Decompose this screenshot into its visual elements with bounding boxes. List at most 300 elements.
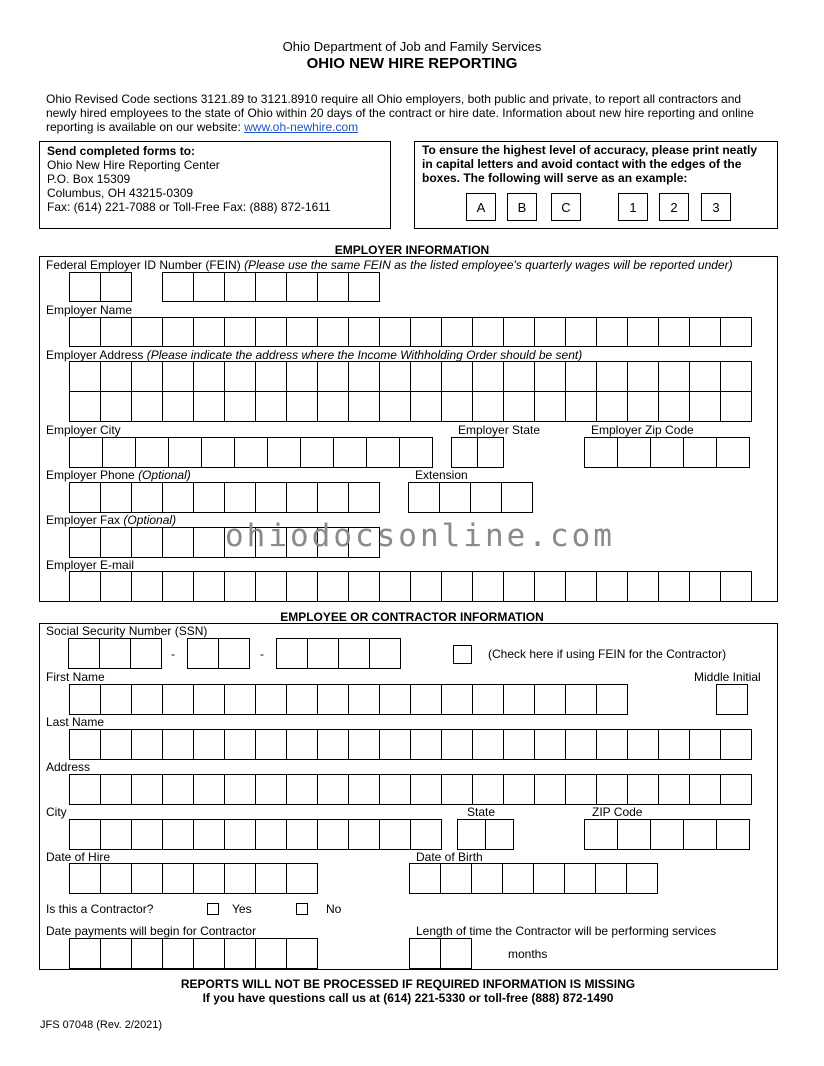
fein-label: [46, 258, 733, 272]
char-box[interactable]: [441, 317, 473, 347]
char-box[interactable]: [286, 938, 318, 969]
char-box[interactable]: [224, 361, 256, 392]
employer-state-boxes[interactable]: [451, 437, 504, 468]
example-box-b: B: [507, 193, 537, 221]
char-box[interactable]: [68, 638, 100, 669]
char-box[interactable]: [534, 729, 566, 760]
char-box[interactable]: [131, 684, 163, 715]
service-length-boxes[interactable]: [409, 938, 472, 969]
employer-zip-boxes[interactable]: [584, 437, 750, 468]
char-box[interactable]: [131, 571, 163, 602]
agency-name: Ohio Department of Job and Family Services: [282, 39, 542, 54]
char-box[interactable]: [441, 729, 473, 760]
char-box[interactable]: [69, 437, 103, 468]
char-box[interactable]: [69, 938, 101, 969]
char-box[interactable]: [255, 863, 287, 894]
char-box[interactable]: [534, 774, 566, 805]
char-box[interactable]: [348, 272, 380, 302]
char-box[interactable]: [193, 391, 225, 422]
contractor-yes-checkbox[interactable]: [207, 903, 219, 915]
char-box[interactable]: [379, 361, 411, 392]
char-box[interactable]: [501, 482, 533, 513]
employer-fax-label-text: Employer Fax: [46, 513, 121, 527]
zip-boxes[interactable]: [584, 819, 750, 850]
char-box[interactable]: [503, 317, 535, 347]
employer-name-boxes[interactable]: [69, 317, 752, 347]
char-box[interactable]: [224, 684, 256, 715]
char-box[interactable]: [472, 317, 504, 347]
char-box[interactable]: [720, 317, 752, 347]
char-box[interactable]: [720, 774, 752, 805]
char-box[interactable]: [596, 774, 628, 805]
char-box[interactable]: [162, 482, 194, 513]
char-box[interactable]: [317, 272, 349, 302]
char-box[interactable]: [100, 684, 132, 715]
fein-prefix-boxes[interactable]: [69, 272, 132, 302]
hire-date-boxes[interactable]: [69, 863, 318, 894]
char-box[interactable]: [596, 361, 628, 392]
address-boxes[interactable]: [69, 774, 752, 805]
char-box[interactable]: [565, 317, 597, 347]
char-box[interactable]: [348, 729, 380, 760]
char-box[interactable]: [410, 684, 442, 715]
char-box[interactable]: [69, 571, 101, 602]
char-box[interactable]: [286, 317, 318, 347]
char-box[interactable]: [162, 774, 194, 805]
char-box[interactable]: [286, 571, 318, 602]
char-box[interactable]: [410, 391, 442, 422]
char-box[interactable]: [565, 391, 597, 422]
employer-email-label: Employer E-mail: [46, 558, 135, 572]
fein-contractor-checkbox[interactable]: [453, 645, 472, 664]
char-box[interactable]: [100, 361, 132, 392]
char-box[interactable]: [162, 361, 194, 392]
char-box[interactable]: [162, 317, 194, 347]
char-box[interactable]: [131, 317, 163, 347]
char-box[interactable]: [100, 774, 132, 805]
char-box[interactable]: [193, 482, 225, 513]
ssn-dash-2: -: [260, 647, 264, 661]
employer-phone-boxes[interactable]: [69, 482, 380, 513]
char-box[interactable]: [440, 863, 472, 894]
char-box[interactable]: [131, 361, 163, 392]
middle-initial-box[interactable]: [716, 684, 748, 715]
char-box[interactable]: [333, 437, 367, 468]
char-box[interactable]: [689, 317, 721, 347]
char-box[interactable]: [193, 361, 225, 392]
char-box[interactable]: [286, 729, 318, 760]
char-box[interactable]: [596, 684, 628, 715]
char-box[interactable]: [689, 729, 721, 760]
char-box[interactable]: [201, 437, 235, 468]
char-box[interactable]: [626, 863, 658, 894]
char-box[interactable]: [317, 317, 349, 347]
city-boxes[interactable]: [69, 819, 442, 850]
char-box[interactable]: [131, 391, 163, 422]
char-box[interactable]: [162, 527, 194, 558]
char-box[interactable]: [286, 774, 318, 805]
char-box[interactable]: [410, 729, 442, 760]
char-box[interactable]: [410, 774, 442, 805]
char-box[interactable]: [162, 684, 194, 715]
char-box[interactable]: [348, 571, 380, 602]
employer-address-boxes-1[interactable]: [69, 361, 752, 392]
missing-info-warning: REPORTS WILL NOT BE PROCESSED IF REQUIRED INFORMATION IS MISSING: [180, 977, 636, 991]
char-box[interactable]: [317, 361, 349, 392]
char-box[interactable]: [224, 391, 256, 422]
char-box[interactable]: [100, 729, 132, 760]
char-box[interactable]: [441, 571, 473, 602]
char-box[interactable]: [131, 938, 163, 969]
char-box[interactable]: [348, 684, 380, 715]
char-box[interactable]: [627, 729, 659, 760]
char-box[interactable]: [131, 527, 163, 558]
char-box[interactable]: [69, 774, 101, 805]
char-box[interactable]: [218, 638, 250, 669]
char-box[interactable]: [255, 272, 287, 302]
char-box[interactable]: [534, 317, 566, 347]
char-box[interactable]: [348, 317, 380, 347]
char-box[interactable]: [224, 482, 256, 513]
char-box[interactable]: [716, 437, 750, 468]
char-box[interactable]: [689, 774, 721, 805]
char-box[interactable]: [534, 684, 566, 715]
employer-address-label: [46, 348, 582, 362]
birth-date-boxes[interactable]: [409, 863, 658, 894]
intro-line-2: newly hired employees to the state of Ohio within 20 days of the contract or hire date. Information about new hire reporting and online: [46, 106, 754, 120]
char-box[interactable]: [193, 272, 225, 302]
char-box[interactable]: [286, 272, 318, 302]
char-box[interactable]: [69, 317, 101, 347]
char-box[interactable]: [286, 863, 318, 894]
char-box[interactable]: [131, 863, 163, 894]
char-box[interactable]: [627, 774, 659, 805]
char-box[interactable]: [348, 361, 380, 392]
char-box[interactable]: [658, 361, 690, 392]
char-box[interactable]: [255, 571, 287, 602]
char-box[interactable]: [565, 729, 597, 760]
char-box[interactable]: [255, 774, 287, 805]
char-box[interactable]: [617, 819, 651, 850]
char-box[interactable]: [255, 684, 287, 715]
char-box[interactable]: [617, 437, 651, 468]
city-label: City: [46, 805, 67, 819]
char-box[interactable]: [286, 684, 318, 715]
ssn-area-boxes[interactable]: [68, 638, 162, 669]
char-box[interactable]: [193, 684, 225, 715]
char-box[interactable]: [689, 361, 721, 392]
char-box[interactable]: [627, 391, 659, 422]
char-box[interactable]: [348, 391, 380, 422]
char-box[interactable]: [564, 863, 596, 894]
char-box[interactable]: [441, 774, 473, 805]
char-box[interactable]: [471, 863, 503, 894]
char-box[interactable]: [162, 819, 194, 850]
char-box[interactable]: [193, 571, 225, 602]
char-box[interactable]: [410, 361, 442, 392]
char-box[interactable]: [584, 819, 618, 850]
payments-begin-boxes[interactable]: [69, 938, 318, 969]
char-box[interactable]: [255, 819, 287, 850]
char-box[interactable]: [596, 317, 628, 347]
char-box[interactable]: [131, 774, 163, 805]
char-box[interactable]: [100, 391, 132, 422]
ssn-group-boxes[interactable]: [187, 638, 250, 669]
char-box[interactable]: [135, 437, 169, 468]
char-box[interactable]: [658, 571, 690, 602]
employer-email-boxes[interactable]: [69, 571, 752, 602]
char-box[interactable]: [162, 571, 194, 602]
char-box[interactable]: [224, 272, 256, 302]
char-box[interactable]: [366, 437, 400, 468]
char-box[interactable]: [658, 774, 690, 805]
char-box[interactable]: [286, 391, 318, 422]
char-box[interactable]: [193, 863, 225, 894]
char-box[interactable]: [503, 571, 535, 602]
contractor-no-checkbox[interactable]: [296, 903, 308, 915]
char-box[interactable]: [472, 774, 504, 805]
char-box[interactable]: [683, 437, 717, 468]
char-box[interactable]: [187, 638, 219, 669]
char-box[interactable]: [408, 482, 440, 513]
char-box[interactable]: [162, 729, 194, 760]
char-box[interactable]: [255, 938, 287, 969]
char-box[interactable]: [224, 729, 256, 760]
char-box[interactable]: [627, 571, 659, 602]
char-box[interactable]: [317, 571, 349, 602]
char-box[interactable]: [409, 938, 441, 969]
char-box[interactable]: [267, 437, 301, 468]
char-box[interactable]: [596, 729, 628, 760]
char-box[interactable]: [584, 437, 618, 468]
char-box[interactable]: [689, 391, 721, 422]
employer-city-boxes[interactable]: [69, 437, 433, 468]
char-box[interactable]: [720, 571, 752, 602]
char-box[interactable]: [193, 774, 225, 805]
char-box[interactable]: [720, 361, 752, 392]
char-box[interactable]: [317, 729, 349, 760]
char-box[interactable]: [503, 684, 535, 715]
service-length-label: Length of time the Contractor will be performing services: [416, 924, 717, 938]
last-name-boxes[interactable]: [69, 729, 752, 760]
char-box[interactable]: [317, 684, 349, 715]
char-box[interactable]: [379, 774, 411, 805]
char-box[interactable]: [131, 819, 163, 850]
char-box[interactable]: [193, 317, 225, 347]
char-box[interactable]: [472, 684, 504, 715]
char-box[interactable]: [100, 317, 132, 347]
char-box[interactable]: [69, 391, 101, 422]
char-box[interactable]: [658, 317, 690, 347]
char-box[interactable]: [379, 571, 411, 602]
char-box[interactable]: [69, 684, 101, 715]
char-box[interactable]: [193, 729, 225, 760]
char-box[interactable]: [300, 437, 334, 468]
char-box[interactable]: [276, 638, 308, 669]
char-box[interactable]: [69, 729, 101, 760]
char-box[interactable]: [100, 272, 132, 302]
char-box[interactable]: [234, 437, 268, 468]
send-line-3: Columbus, OH 43215-0309: [47, 186, 194, 200]
char-box[interactable]: [317, 482, 349, 513]
char-box[interactable]: [470, 482, 502, 513]
char-box[interactable]: [565, 684, 597, 715]
char-box[interactable]: [224, 938, 256, 969]
char-box[interactable]: [369, 638, 401, 669]
char-box[interactable]: [565, 774, 597, 805]
char-box[interactable]: [410, 819, 442, 850]
char-box[interactable]: [307, 638, 339, 669]
char-box[interactable]: [69, 272, 101, 302]
char-box[interactable]: [683, 819, 717, 850]
char-box[interactable]: [317, 819, 349, 850]
extension-boxes[interactable]: [408, 482, 533, 513]
char-box[interactable]: [534, 391, 566, 422]
char-box[interactable]: [286, 819, 318, 850]
char-box[interactable]: [565, 571, 597, 602]
char-box[interactable]: [689, 571, 721, 602]
char-box[interactable]: [255, 482, 287, 513]
char-box[interactable]: [457, 819, 486, 850]
char-box[interactable]: [317, 391, 349, 422]
contractor-yes-label: Yes: [232, 902, 252, 916]
char-box[interactable]: [255, 391, 287, 422]
char-box[interactable]: [650, 437, 684, 468]
char-box[interactable]: [720, 729, 752, 760]
char-box[interactable]: [503, 361, 535, 392]
char-box[interactable]: [286, 361, 318, 392]
char-box[interactable]: [534, 361, 566, 392]
char-box[interactable]: [379, 391, 411, 422]
char-box[interactable]: [69, 527, 101, 558]
char-box[interactable]: [317, 774, 349, 805]
char-box[interactable]: [716, 819, 750, 850]
zip-label: ZIP Code: [592, 805, 643, 819]
watermark: ohiodocsonline.com: [225, 518, 615, 554]
char-box[interactable]: [485, 819, 514, 850]
char-box[interactable]: [224, 819, 256, 850]
char-box[interactable]: [595, 863, 627, 894]
char-box[interactable]: [441, 684, 473, 715]
char-box[interactable]: [224, 863, 256, 894]
char-box[interactable]: [162, 391, 194, 422]
char-box[interactable]: [286, 482, 318, 513]
ssn-serial-boxes[interactable]: [276, 638, 401, 669]
form-id: JFS 07048 (Rev. 2/2021): [40, 1019, 163, 1031]
example-box-2: 2: [659, 193, 689, 221]
char-box[interactable]: [255, 729, 287, 760]
char-box[interactable]: [100, 527, 132, 558]
employer-address-boxes-2[interactable]: [69, 391, 752, 422]
first-name-boxes[interactable]: [69, 684, 628, 715]
char-box[interactable]: [451, 437, 478, 468]
char-box[interactable]: [348, 482, 380, 513]
char-box[interactable]: [255, 361, 287, 392]
char-box[interactable]: [130, 638, 162, 669]
char-box[interactable]: [224, 774, 256, 805]
char-box[interactable]: [69, 482, 101, 513]
char-box[interactable]: [596, 571, 628, 602]
contractor-question: Is this a Contractor?: [46, 902, 154, 916]
char-box[interactable]: [102, 437, 136, 468]
char-box[interactable]: [193, 527, 225, 558]
char-box[interactable]: [348, 819, 380, 850]
char-box[interactable]: [100, 571, 132, 602]
char-box[interactable]: [379, 317, 411, 347]
char-box[interactable]: [503, 391, 535, 422]
char-box[interactable]: [472, 729, 504, 760]
char-box[interactable]: [162, 272, 194, 302]
char-box[interactable]: [658, 391, 690, 422]
char-box[interactable]: [255, 317, 287, 347]
website-link[interactable]: www.oh-newhire.com: [244, 120, 359, 134]
char-box[interactable]: [627, 317, 659, 347]
char-box[interactable]: [100, 938, 132, 969]
char-box[interactable]: [534, 571, 566, 602]
state-boxes[interactable]: [457, 819, 514, 850]
char-box[interactable]: [162, 938, 194, 969]
char-box[interactable]: [224, 571, 256, 602]
char-box[interactable]: [650, 819, 684, 850]
char-box[interactable]: [627, 361, 659, 392]
char-box[interactable]: [441, 361, 473, 392]
char-box[interactable]: [131, 729, 163, 760]
char-box[interactable]: [410, 571, 442, 602]
char-box[interactable]: [658, 729, 690, 760]
char-box[interactable]: [410, 317, 442, 347]
char-box[interactable]: [69, 361, 101, 392]
char-box[interactable]: [348, 774, 380, 805]
char-box[interactable]: [409, 863, 441, 894]
char-box[interactable]: [441, 391, 473, 422]
char-box[interactable]: [440, 938, 472, 969]
char-box[interactable]: [99, 638, 131, 669]
char-box[interactable]: [720, 391, 752, 422]
char-box[interactable]: [472, 361, 504, 392]
char-box[interactable]: [472, 391, 504, 422]
char-box[interactable]: [565, 361, 597, 392]
char-box[interactable]: [100, 819, 132, 850]
char-box[interactable]: [596, 391, 628, 422]
char-box[interactable]: [503, 774, 535, 805]
char-box[interactable]: [69, 863, 101, 894]
char-box[interactable]: [100, 863, 132, 894]
char-box[interactable]: [399, 437, 433, 468]
char-box[interactable]: [379, 729, 411, 760]
char-box[interactable]: [69, 819, 101, 850]
char-box[interactable]: [224, 317, 256, 347]
char-box[interactable]: [193, 819, 225, 850]
char-box[interactable]: [502, 863, 534, 894]
form-title: OHIO NEW HIRE REPORTING: [306, 55, 518, 72]
char-box[interactable]: [472, 571, 504, 602]
char-box[interactable]: [379, 819, 411, 850]
char-box[interactable]: [533, 863, 565, 894]
char-box[interactable]: [338, 638, 370, 669]
char-box[interactable]: [379, 684, 411, 715]
char-box[interactable]: [503, 729, 535, 760]
char-box[interactable]: [193, 938, 225, 969]
char-box[interactable]: [477, 437, 504, 468]
char-box[interactable]: [439, 482, 471, 513]
contact-info: If you have questions call us at (614) 221-5330 or toll-free (888) 872-1490: [202, 991, 614, 1005]
char-box[interactable]: [162, 863, 194, 894]
char-box[interactable]: [100, 482, 132, 513]
char-box[interactable]: [131, 482, 163, 513]
char-box[interactable]: [168, 437, 202, 468]
char-box[interactable]: [716, 684, 748, 715]
fein-suffix-boxes[interactable]: [162, 272, 380, 302]
